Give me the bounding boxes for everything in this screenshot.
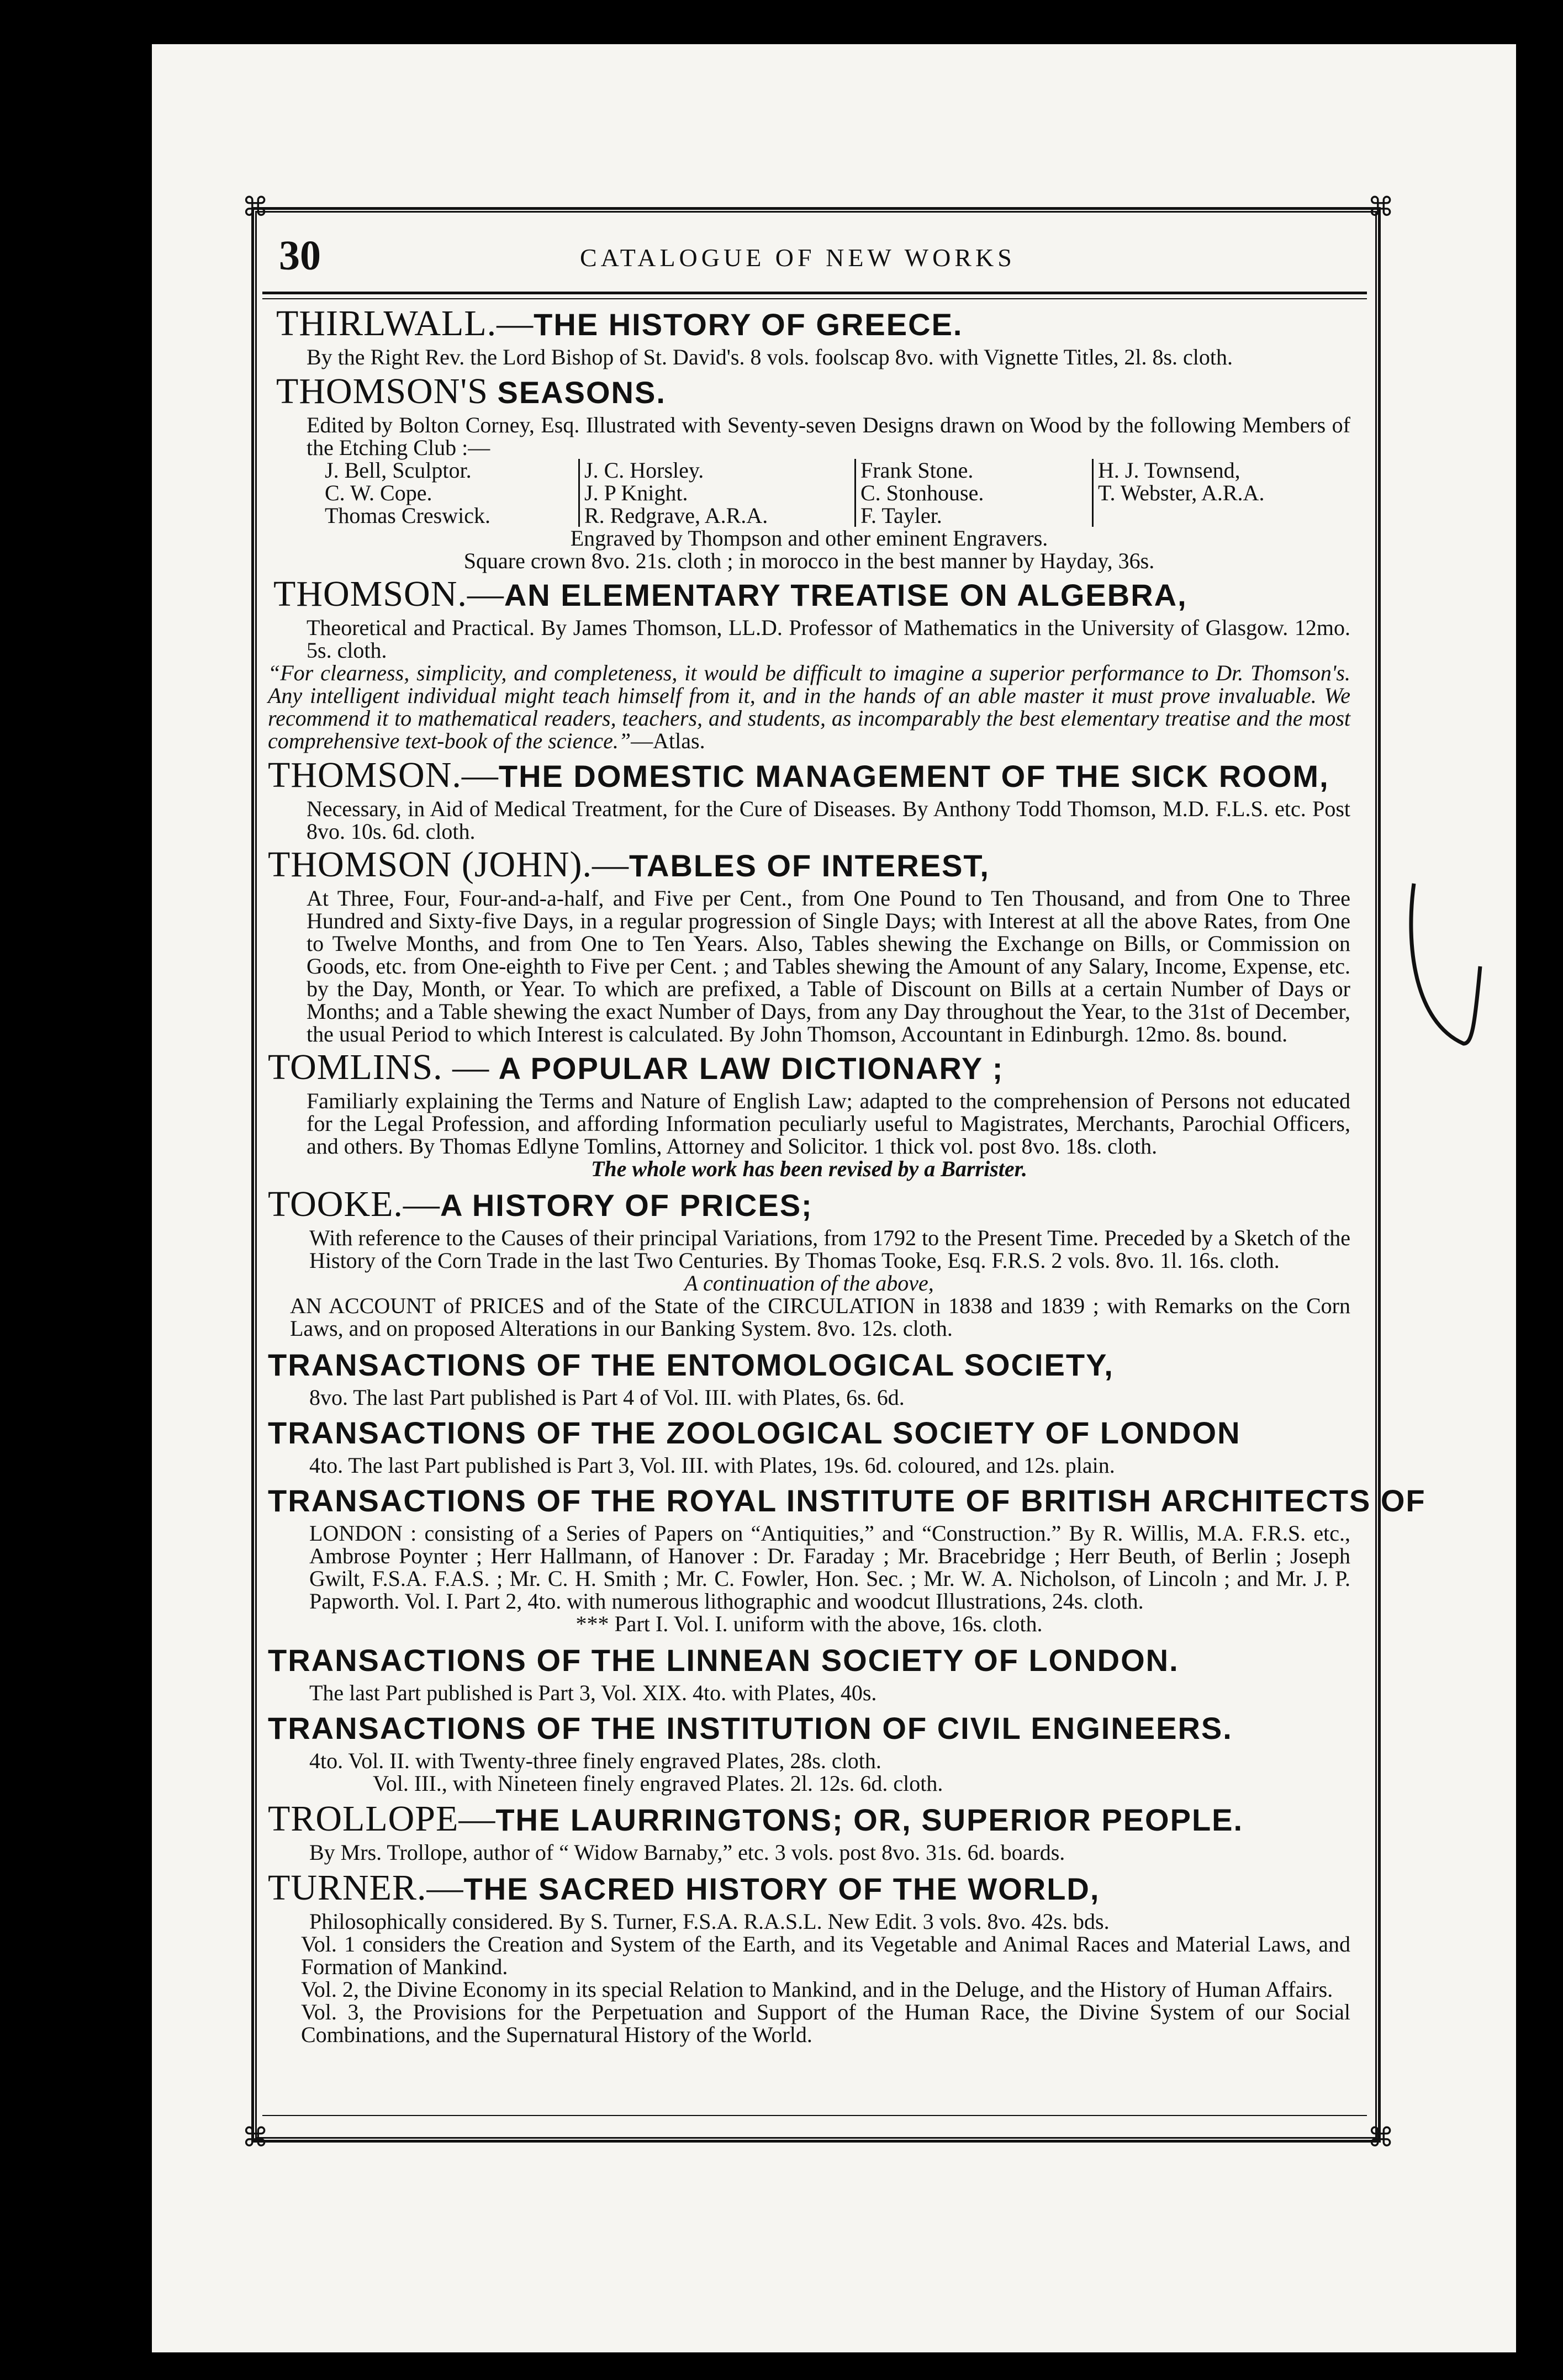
- entry-description: By the Right Rev. the Lord Bishop of St. David's. 8 vols. foolscap 8vo. with Vignette Titles, 2l. 8s. cloth.: [307, 345, 1233, 369]
- entry-description: LONDON : consisting of a Series of Papers on “Antiquities,” and “Construction.” By R. Willis, M.A. F.R.S. etc., Ambrose Poynter ; Herr Hallmann, of Hanover : Dr. Faraday ; Mr. Bracebridge ; Herr Beuth, of Berlin ; Joseph Gwilt, F.S.A. F.A.S. ; Mr. C. H. Smith ; Mr. C. Fowler, Hon. Sec. ; Mr. W. A. Nicholson, of Lincoln ; and Mr. J. P. Papworth. Vol. I. Part 2, 4to. with numerous lithographic and woodcut Illustrations, 24s. cloth.: [309, 1521, 1350, 1614]
- entry-linnean-society: [268, 1639, 1350, 1704]
- entry-thomson-interest: [268, 844, 1350, 1045]
- entry-turner: [268, 1867, 1350, 2046]
- entry-title: TRANSACTIONS OF THE ROYAL INSTITUTE OF BRITISH ARCHITECTS OF: [268, 1483, 1426, 1518]
- entry-description: The last Part published is Part 3, Vol. XIX. 4to. with Plates, 40s.: [309, 1680, 877, 1705]
- footer-rule: [262, 2115, 1367, 2116]
- entry-title: TROLLOPE—THE LAURRINGTONS; OR, SUPERIOR PEOPLE.: [268, 1799, 1244, 1839]
- entry-description: With reference to the Causes of their principal Variations, from 1792 to the Present Time. Preceded by a Sketch of the History of the Corn Trade in the last Two Centuries. By Thomas Tooke, Esq. F.R.S. 2 vols. 8vo. 1l. 16s. cloth.: [309, 1225, 1350, 1273]
- artist-column: J. C. Horsley. J. P Knight. R. Redgrave, A.R.A.: [580, 459, 856, 527]
- page-number: 30: [279, 232, 321, 279]
- catalogue-listing: [268, 303, 1426, 2047]
- revision-note: The whole work has been revised by a Barrister.: [590, 1156, 1028, 1181]
- etching-club-list: [320, 459, 1350, 527]
- entry-description: Theoretical and Practical. By James Thomson, LL.D. Professor of Mathematics in the University of Glasgow. 12mo. 5s. cloth.: [307, 615, 1350, 663]
- entry-tooke: [268, 1183, 1350, 1340]
- entry-title: TOMLINS. — A POPULAR LAW DICTIONARY ;: [268, 1047, 1004, 1087]
- entry-description: Philosophically considered. By S. Turner, F.S.A. R.A.S.L. New Edit. 3 vols. 8vo. 42s. bds.: [309, 1909, 1110, 1934]
- entry-description: Edited by Bolton Corney, Esq. Illustrated with Seventy-seven Designs drawn on Wood by the following Members of the Etching Club :—: [307, 412, 1350, 460]
- entry-title: THOMSON (JOHN).—TABLES OF INTEREST,: [268, 844, 990, 885]
- entry-thirlwall: [268, 303, 1350, 368]
- entry-volume-line: Vol. III., with Nineteen finely engraved Plates. 2l. 12s. 6d. cloth.: [373, 1771, 943, 1796]
- entry-title: TRANSACTIONS OF THE LINNEAN SOCIETY OF LONDON.: [268, 1643, 1179, 1678]
- entry-title: TRANSACTIONS OF THE ZOOLOGICAL SOCIETY OF LONDON: [268, 1415, 1241, 1450]
- entry-trollope: [268, 1798, 1350, 1864]
- entry-description: Necessary, in Aid of Medical Treatment, for the Cure of Diseases. By Anthony Todd Thomson, M.D. F.L.S. etc. Post 8vo. 10s. 6d. cloth.: [307, 796, 1350, 844]
- entry-title: TRANSACTIONS OF THE ENTOMOLOGICAL SOCIETY,: [268, 1347, 1114, 1382]
- entry-description: 8vo. The last Part published is Part 4 of Vol. III. with Plates, 6s. 6d.: [309, 1385, 905, 1410]
- artist-column: J. Bell, Sculptor. C. W. Cope. Thomas Creswick.: [320, 459, 580, 527]
- entry-entomological-society: [268, 1344, 1350, 1409]
- entry-sequel: AN ACCOUNT of PRICES and of the State of the CIRCULATION in 1838 and 1839 ; with Remarks on the Corn Laws, and on proposed Alterations in our Banking System. 8vo. 12s. cloth.: [290, 1293, 1350, 1341]
- continuation-note: A continuation of the above,: [684, 1271, 934, 1295]
- margin-pen-mark: [1403, 878, 1486, 1055]
- entry-tomlins: [268, 1046, 1350, 1180]
- entry-description: By Mrs. Trollope, author of “ Widow Barnaby,” etc. 3 vols. post 8vo. 31s. 6d. boards.: [309, 1840, 1065, 1865]
- entry-title: TRANSACTIONS OF THE INSTITUTION OF CIVIL ENGINEERS.: [268, 1711, 1233, 1746]
- entry-civil-engineers: [268, 1707, 1350, 1795]
- artist-column: H. J. Townsend, T. Webster, A.R.A.: [1098, 458, 1265, 505]
- entry-title: THOMSON.—AN ELEMENTARY TREATISE ON ALGEBRA,: [273, 574, 1187, 614]
- entry-price: Square crown 8vo. 21s. cloth ; in morocco in the best manner by Hayday, 36s.: [463, 548, 1155, 573]
- running-title: CATALOGUE OF NEW WORKS: [580, 244, 1016, 272]
- header-rule-thin: [262, 298, 1367, 299]
- corner-ornament-bottom-right: ⌘: [1367, 2123, 1394, 2152]
- entry-title: THOMSON.—THE DOMESTIC MANAGEMENT OF THE SICK ROOM,: [268, 755, 1329, 795]
- entry-description: 4to. The last Part published is Part 3, Vol. III. with Plates, 19s. 6d. coloured, and 12s. plain.: [309, 1453, 1115, 1478]
- corner-ornament-top-left: ⌘: [242, 193, 268, 222]
- review-quote: “For clearness, simplicity, and completeness, it would be difficult to imagine a superior performance to Dr. Thomson's. Any intelligent individual might teach himself from it, and in the hands of an able master it must prove invaluable. We recommend it to mathematical readers, teachers, and students, as incomparably the best elementary treatise and the most comprehensive text-book of the science.”—Atlas.: [268, 660, 1350, 753]
- artist-column: Frank Stone. C. Stonhouse. F. Tayler.: [856, 459, 1094, 527]
- corner-ornament-bottom-left: ⌘: [242, 2123, 268, 2152]
- entry-description: Familiarly explaining the Terms and Nature of English Law; adapted to the comprehension of Persons not educated for the Legal Profession, and affording Information peculiarly useful to Magistrates, Merchants, Parochial Officers, and others. By Thomas Edlyne Tomlins, Attorney and Solicitor. 1 thick vol. post 8vo. 18s. cloth.: [307, 1088, 1350, 1159]
- entry-thomsons-seasons: [268, 371, 1350, 572]
- volume-summary: Vol. 1 considers the Creation and System of the Earth, and its Vegetable and Animal Races and Material Laws, and Formation of Mankind.: [301, 1932, 1350, 1979]
- part-note: *** Part I. Vol. I. uniform with the above, 16s. cloth.: [575, 1611, 1043, 1636]
- entry-british-architects: [268, 1480, 1426, 1636]
- entry-description: At Three, Four, Four-and-a-half, and Five per Cent., from One Pound to Ten Thousand, and from One to Three Hundred and Sixty-five Days, in a regular progression of Single Days; with Interest at all the above Rates, from One to Twelve Months, and from One to Ten Years. Also, Tables shewing the Exchange on Bills, or Commission on Goods, etc. from One-eighth to Five per Cent. ; and Tables shewing the Amount of any Salary, Income, Expense, etc. by the Day, Month, or Year. To which are prefixed, a Table of Discount on Bills at a certain Number of Days or Months; and a Table shewing the exact Number of Days, from any Day throughout the Year, to the 31st of December, the usual Period to which Interest is calculated. By John Thomson, Accountant in Edinburgh. 12mo. 8s. bound.: [307, 886, 1350, 1046]
- header-rule: [262, 292, 1367, 294]
- volume-summary: Vol. 3, the Provisions for the Perpetuation and Support of the Human Race, the Divine System of our Social Combinations, and the Supernatural History of the World.: [301, 2000, 1350, 2047]
- volume-summary: Vol. 2, the Divine Economy in its special Relation to Mankind, and in the Deluge, and the History of Human Affairs.: [301, 1977, 1333, 2002]
- entry-title: THIRLWALL.—THE HISTORY OF GREECE.: [276, 303, 963, 343]
- entry-zoological-society: [268, 1412, 1350, 1477]
- entry-title: THOMSON'S SEASONS.: [276, 371, 666, 411]
- engravers-note: Engraved by Thompson and other eminent Engravers.: [570, 526, 1048, 551]
- entry-title: TOOKE.—A HISTORY OF PRICES;: [268, 1184, 813, 1224]
- entry-thomson-algebra: [268, 573, 1350, 752]
- entry-volume-line: 4to. Vol. II. with Twenty-three finely engraved Plates, 28s. cloth.: [309, 1748, 881, 1773]
- corner-ornament-top-right: ⌘: [1367, 193, 1394, 222]
- entry-thomson-sickroom: [268, 754, 1350, 843]
- entry-title: TURNER.—THE SACRED HISTORY OF THE WORLD,: [268, 1868, 1100, 1908]
